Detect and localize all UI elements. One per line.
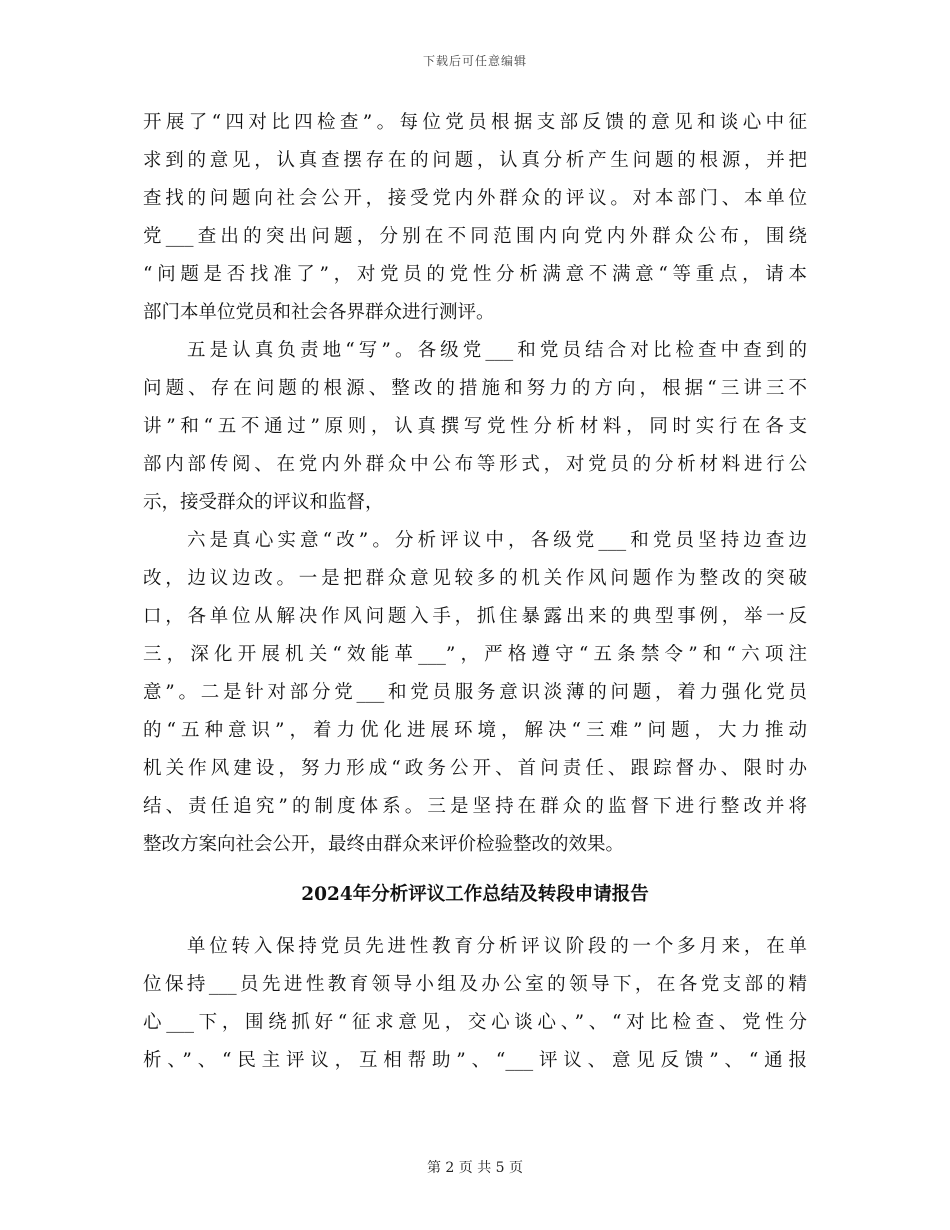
text-line: 示，接受群众的评议和监督，: [143, 492, 384, 513]
paragraph-four-comparisons: [143, 104, 807, 332]
text-line: “问题是否找准了”，对党员的党性分析满意不满意“等重点，请本: [143, 264, 807, 285]
text-line: 开展了“四对比四检查”。每位党员根据支部反馈的意见和谈心中征: [143, 112, 807, 133]
text-line: 心___下，围绕抓好“征求意见，交心谈心、”、“对比检查、党性分: [143, 1012, 807, 1033]
document-body: [143, 104, 807, 1080]
text-line: 六是真心实意“改”。分析评议中，各级党___和党员坚持边查边: [187, 530, 807, 551]
paragraph-report-intro: [143, 928, 807, 1080]
text-line: 单位转入保持党员先进性教育分析评议阶段的一个多月来，在单: [187, 936, 807, 957]
text-line: 五是认真负责地“写”。各级党___和党员结合对比检查中查到的: [187, 340, 807, 361]
text-line: 位保持___员先进性教育领导小组及办公室的领导下，在各党支部的精: [143, 974, 807, 995]
text-line: 口，各单位从解决作风问题入手，抓住暴露出来的典型事例，举一反: [143, 606, 807, 627]
text-line: 查找的问题向社会公开，接受党内外群众的评议。对本部门、本单位: [143, 188, 807, 209]
text-line: 部内部传阅、在党内外群众中公布等形式，对党员的分析材料进行公: [143, 454, 807, 475]
text-line: 党___查出的突出问题，分别在不同范围内向党内外群众公布，围绕: [143, 226, 807, 247]
text-line: 改，边议边改。一是把群众意见较多的机关作风问题作为整改的突破: [143, 568, 807, 589]
text-line: 结、责任追究”的制度体系。三是坚持在群众的监督下进行整改并将: [143, 796, 807, 817]
text-line: 机关作风建设，努力形成“政务公开、首问责任、跟踪督办、限时办: [143, 758, 807, 779]
page-number: 第 2 页 共 5 页: [426, 1160, 524, 1176]
page-header: 下载后可任意编辑: [422, 54, 527, 68]
paragraph-rectify: [143, 522, 807, 864]
text-line: 三，深化开展机关“效能革___”，严格遵守“五条禁令”和“六项注: [143, 644, 807, 665]
text-line: 求到的意见，认真查摆存在的问题，认真分析产生问题的根源，并把: [143, 150, 807, 171]
paragraph-write: [143, 332, 807, 522]
text-line: 整改方案向社会公开，最终由群众来评价检验整改的效果。: [143, 834, 625, 855]
text-line: 意”。二是针对部分党___和党员服务意识淡薄的问题，着力强化党员: [143, 682, 807, 703]
text-line: 部门本单位党员和社会各界群众进行测评。: [143, 302, 495, 323]
text-line: 的“五种意识”，着力优化进展环境，解决“三难”问题，大力推动: [143, 720, 807, 741]
text-line: 析、”、“民主评议，互相帮助”、“___评议、意见反馈”、“通报: [143, 1050, 807, 1071]
text-line: 问题、存在问题的根源、整改的措施和努力的方向，根据“三讲三不: [143, 378, 807, 399]
text-line: 讲”和“五不通过”原则，认真撰写党性分析材料，同时实行在各支: [143, 416, 807, 437]
section-title: 2024年分析评议工作总结及转段申请报告: [301, 884, 649, 905]
